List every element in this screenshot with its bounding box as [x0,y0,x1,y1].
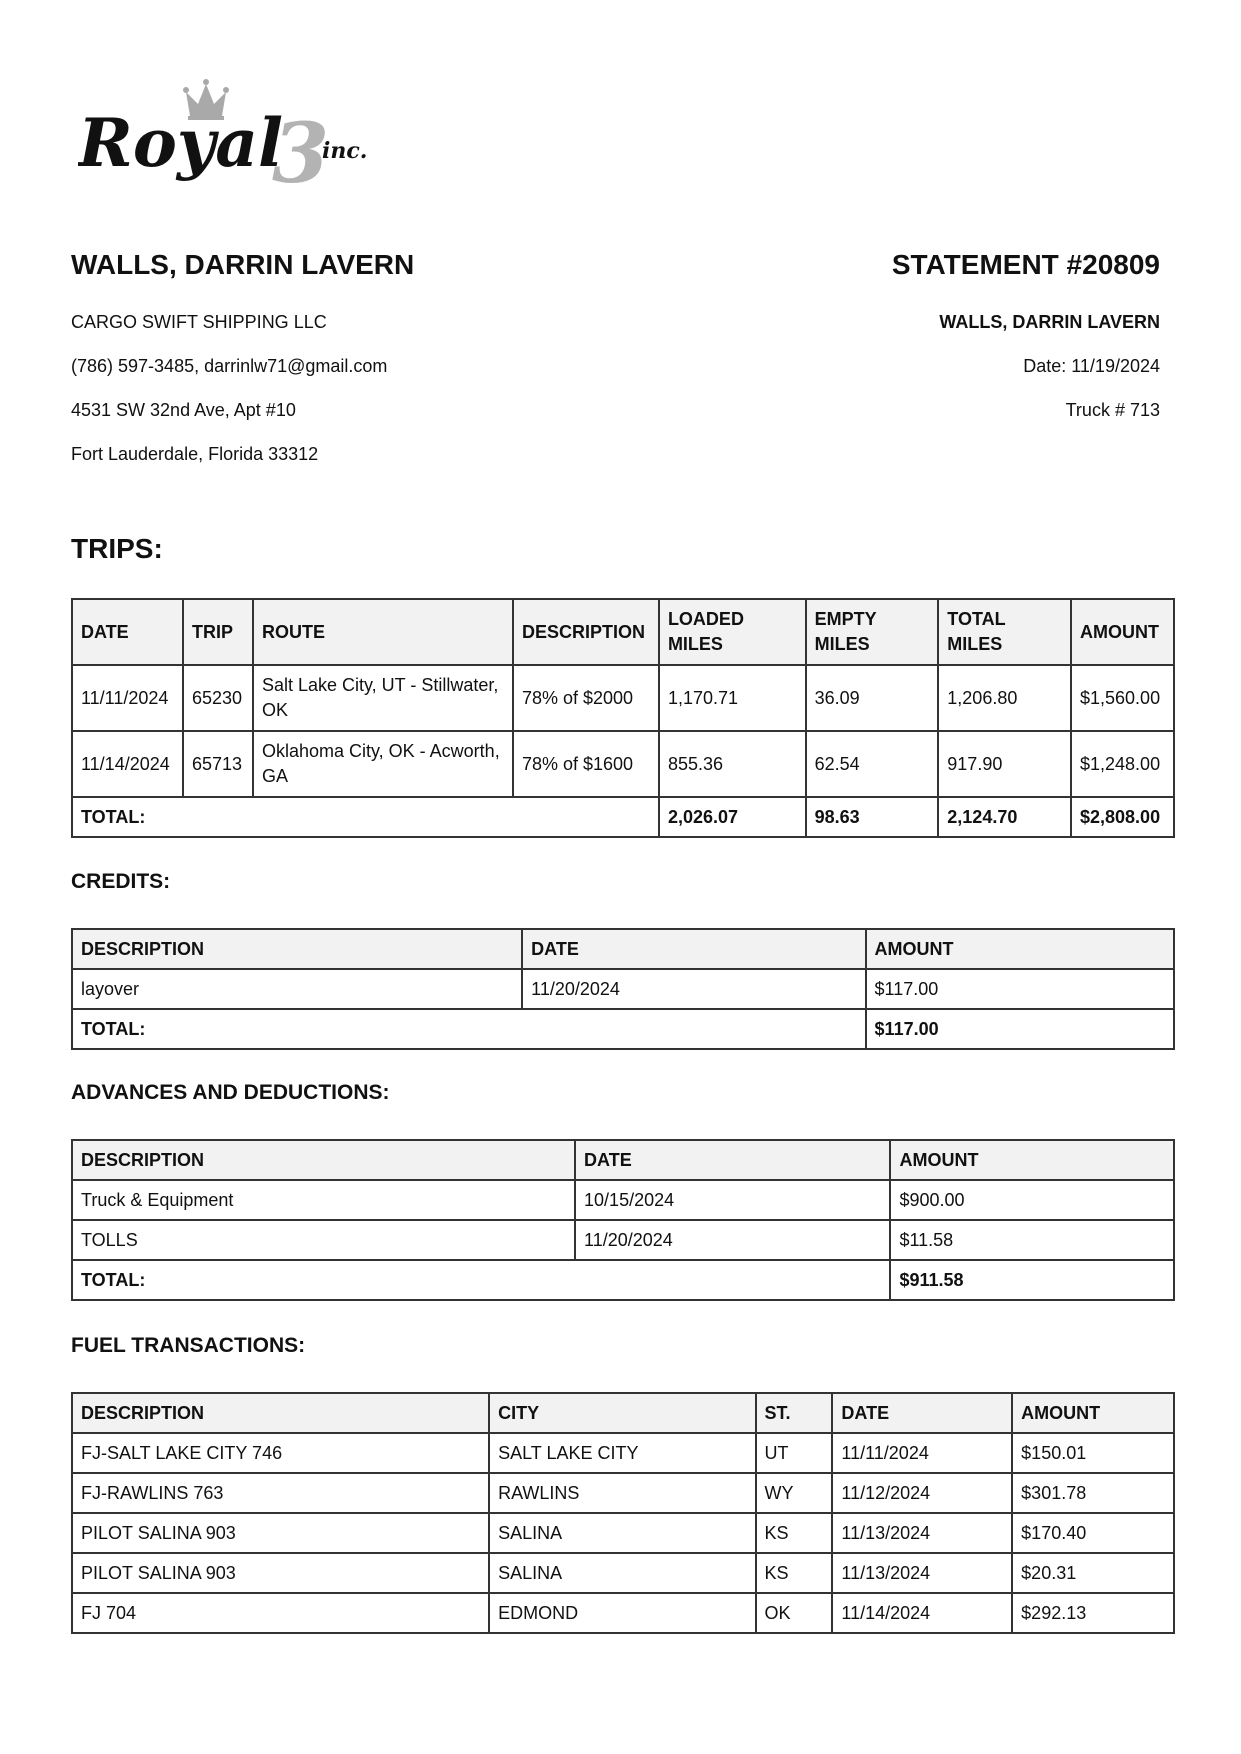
column-header: DATE [575,1140,890,1180]
credits-header-row [72,929,1174,969]
driver-name-title: WALLS, DARRIN LAVERN [71,249,415,280]
truck-number: Truck # 713 [1065,400,1160,420]
driver-info [71,309,387,485]
total-miles: 2,124.70 [938,797,1071,837]
total-amount: $117.00 [866,1009,1174,1049]
total-loaded-miles: 2,026.07 [659,797,806,837]
column-header: AMOUNT [890,1140,1174,1180]
fuel-description: PILOT SALINA 903 [72,1513,489,1553]
column-header: AMOUNT [1071,599,1174,665]
fuel-description: FJ 704 [72,1593,489,1633]
statement-title: STATEMENT #20809 [891,249,1160,280]
trip-total-miles: 1,206.80 [938,665,1071,731]
fuel-state: KS [756,1553,833,1593]
statement-info [939,309,1160,441]
deduction-amount: $11.58 [890,1220,1174,1260]
fuel-table [71,1392,1175,1634]
svg-text:inc.: inc. [322,138,368,164]
total-amount: $911.58 [890,1260,1174,1300]
deduction-amount: $900.00 [890,1180,1174,1220]
table-row [72,1180,1174,1220]
column-header: LOADED MILES [659,599,806,665]
trip-route: Oklahoma City, OK - Acworth, GA [253,731,513,797]
table-row [72,1513,1174,1553]
credits-heading: CREDITS: [71,870,171,893]
credit-date: 11/20/2024 [522,969,865,1009]
trip-description: 78% of $2000 [513,665,659,731]
trip-amount: $1,248.00 [1071,731,1174,797]
fuel-city: EDMOND [489,1593,755,1633]
trip-date: 11/11/2024 [72,665,183,731]
fuel-heading: FUEL TRANSACTIONS: [71,1334,306,1357]
deduction-description: TOLLS [72,1220,575,1260]
deduction-date: 11/20/2024 [575,1220,890,1260]
column-header: DESCRIPTION [72,1393,489,1433]
fuel-amount: $20.31 [1012,1553,1174,1593]
trip-empty-miles: 36.09 [806,665,939,731]
fuel-amount: $170.40 [1012,1513,1174,1553]
table-row [72,1433,1174,1473]
trip-loaded-miles: 1,170.71 [659,665,806,731]
statement-driver-name: WALLS, DARRIN LAVERN [939,312,1160,332]
column-header: DATE [832,1393,1012,1433]
fuel-state: OK [756,1593,833,1633]
column-header: TOTAL MILES [938,599,1071,665]
fuel-date: 11/11/2024 [832,1433,1012,1473]
fuel-date: 11/13/2024 [832,1513,1012,1553]
trips-table [71,598,1175,838]
table-row [72,1220,1174,1260]
trip-total-miles: 917.90 [938,731,1071,797]
fuel-amount: $301.78 [1012,1473,1174,1513]
fuel-state: KS [756,1513,833,1553]
column-header: DATE [522,929,865,969]
svg-text:Royal: Royal [78,104,284,182]
credits-table [71,928,1175,1050]
column-header: CITY [489,1393,755,1433]
total-empty-miles: 98.63 [806,797,939,837]
column-header: EMPTY MILES [806,599,939,665]
column-header: TRIP [183,599,253,665]
column-header: DESCRIPTION [513,599,659,665]
total-label: TOTAL: [72,1260,890,1300]
column-header: ST. [756,1393,833,1433]
contact-info: (786) 597-3485, darrinlw71@gmail.com [71,356,388,376]
fuel-date: 11/14/2024 [832,1593,1012,1633]
trip-date: 11/14/2024 [72,731,183,797]
address-line-2: Fort Lauderdale, Florida 33312 [71,444,319,464]
trips-total-row [72,797,1174,837]
trip-description: 78% of $1600 [513,731,659,797]
fuel-amount: $150.01 [1012,1433,1174,1473]
deduction-date: 10/15/2024 [575,1180,890,1220]
fuel-city: RAWLINS [489,1473,755,1513]
fuel-city: SALT LAKE CITY [489,1433,755,1473]
column-header: ROUTE [253,599,513,665]
table-row [72,665,1174,731]
table-row [72,1593,1174,1633]
total-amount: $2,808.00 [1071,797,1174,837]
column-header: AMOUNT [866,929,1174,969]
trip-loaded-miles: 855.36 [659,731,806,797]
trip-empty-miles: 62.54 [806,731,939,797]
fuel-city: SALINA [489,1553,755,1593]
column-header: DESCRIPTION [72,929,522,969]
column-header: AMOUNT [1012,1393,1174,1433]
total-label: TOTAL: [72,1009,866,1049]
advances-header-row [72,1140,1174,1180]
trip-number: 65230 [183,665,253,731]
advances-table [71,1139,1175,1301]
column-header: DESCRIPTION [72,1140,575,1180]
credit-description: layover [72,969,522,1009]
company-name: CARGO SWIFT SHIPPING LLC [71,312,327,332]
company-logo [78,78,388,188]
table-row [72,1473,1174,1513]
deduction-description: Truck & Equipment [72,1180,575,1220]
fuel-description: FJ-RAWLINS 763 [72,1473,489,1513]
trip-number: 65713 [183,731,253,797]
svg-text:3: 3 [272,106,330,188]
fuel-state: UT [756,1433,833,1473]
trip-route: Salt Lake City, UT - Stillwater, OK [253,665,513,731]
statement-date: Date: 11/19/2024 [1023,356,1160,376]
trips-heading: TRIPS: [71,533,163,564]
credit-amount: $117.00 [866,969,1174,1009]
royal-3-inc-logo [78,78,388,188]
fuel-date: 11/13/2024 [832,1553,1012,1593]
trip-amount: $1,560.00 [1071,665,1174,731]
table-row [72,731,1174,797]
total-label: TOTAL: [72,797,659,837]
table-row [72,1553,1174,1593]
fuel-state: WY [756,1473,833,1513]
address-line-1: 4531 SW 32nd Ave, Apt #10 [71,400,296,420]
fuel-city: SALINA [489,1513,755,1553]
advances-total-row [72,1260,1174,1300]
fuel-date: 11/12/2024 [832,1473,1012,1513]
advances-heading: ADVANCES AND DEDUCTIONS: [71,1081,390,1104]
fuel-amount: $292.13 [1012,1593,1174,1633]
fuel-description: PILOT SALINA 903 [72,1553,489,1593]
trips-header-row [72,599,1174,665]
fuel-header-row [72,1393,1174,1433]
credits-total-row [72,1009,1174,1049]
column-header: DATE [72,599,183,665]
table-row [72,969,1174,1009]
fuel-description: FJ-SALT LAKE CITY 746 [72,1433,489,1473]
